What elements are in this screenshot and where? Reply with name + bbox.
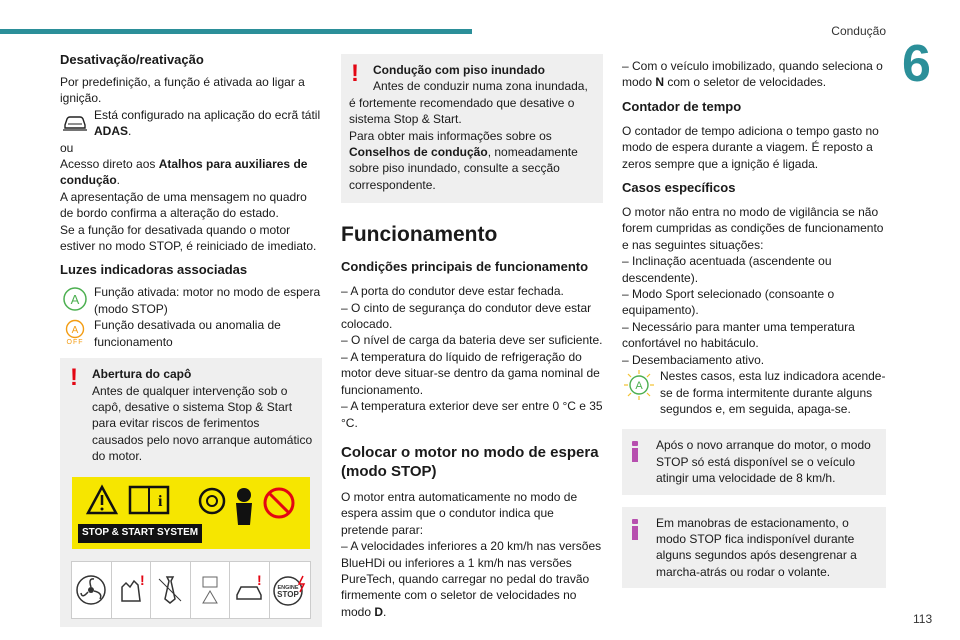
info-icon (632, 519, 638, 541)
light-off-text: Função desativada ou anomalia de funcionamento (94, 318, 281, 349)
or-text: ou (60, 140, 74, 155)
heading-indicator-lights: Luzes indicadoras associadas (60, 262, 248, 278)
page-number: 113 (913, 612, 933, 626)
svg-text:!: ! (139, 572, 145, 588)
flood-warning-title: Condução com piso inundado (373, 63, 545, 77)
heading-main-conditions: Condições principais de funcionamento (341, 259, 589, 275)
sticker-label: STOP & START SYSTEM (78, 524, 202, 542)
column-1 (60, 52, 322, 627)
heading-timer: Contador de tempo (622, 98, 742, 114)
timer-text: O contador de tempo adiciona o tempo gasto no modo de espera durante a viagem. É reposto a zeros sempre que a ignição é ligada. (622, 123, 879, 171)
stop-intro-text: O motor entra automaticamente no modo de espera assim que o condutor indica que pretende parar: (341, 489, 578, 537)
condition-item: – A temperatura exterior deve ser entre 0 °C e 35 °C. (341, 399, 603, 430)
hood-warning (68, 366, 314, 464)
heading-deactivation: Desativação/reativação (60, 52, 204, 67)
manual-warning-icon (191, 562, 231, 618)
condition-item: – A temperatura do líquido de refrigeração do motor deve situar-se dentro da gama nominal de funcionamento. (341, 349, 600, 397)
heading-operation: Funcionamento (341, 223, 498, 247)
heading-special-cases: Casos específicos (622, 180, 736, 196)
svg-text:A: A (70, 292, 80, 308)
chapter-color-bar (0, 29, 472, 34)
stop-restart-text: Se a função for desativada quando o motor estiver no modo STOP, é reiniciado de imediato. (60, 222, 317, 254)
info-panel-parking (622, 507, 886, 589)
stop-item: – A velocidades inferiores a 20 km/h nas versões BlueHDi ou inferiores a 1 km/h nas versões PureTech, quando carregar no pedal do travão firmemente com o seletor de velocidades no modo D. (341, 539, 602, 619)
hood-warning-title: Abertura do capô (92, 367, 192, 382)
flood-warning (349, 62, 595, 193)
hood-warning-text: Antes de qualquer intervenção sob o capô, desative o sistema Stop & Start para evitar riscos de ferimentos causados pelo novo arranque automático do motor. (92, 383, 313, 464)
direct-access-text: Acesso direto aos Atalhos para auxiliares de condução. (60, 157, 308, 188)
info-parking-text: Em manobras de estacionamento, o modo STOP fica indisponível durante alguns segundos após desengrenar a marcha-atrás ou rodar o volante. (656, 515, 857, 579)
chapter-number: 6 (902, 35, 931, 93)
condition-item: – A porta do condutor deve estar fechada. (341, 284, 564, 299)
car-hazard-icon (230, 562, 270, 618)
flood-warning-text: Antes de conduzir numa zona inundada, é fortemente recomendado que desative o sistema Stop & Start. (349, 79, 588, 127)
flood-warning-panel (341, 54, 603, 203)
condition-item: – O cinto de segurança do condutor deve estar colocado. (341, 300, 592, 332)
warning-icon: ! (70, 364, 78, 392)
blink-row (622, 368, 886, 417)
engine-warning-strip (71, 561, 311, 619)
info-restart-text: Após o novo arranque do motor, o modo STOP só está disponível se o veículo atingir uma velocidade de 8 km/h. (656, 438, 871, 486)
svg-text:i: i (158, 492, 163, 510)
svg-text:A: A (635, 380, 643, 393)
case-item: – Desembaciamento ativo. (622, 352, 765, 367)
svg-text:A: A (71, 325, 79, 337)
svg-text:STOP: STOP (277, 589, 299, 599)
engine-stop-icon (270, 562, 310, 618)
tie-hazard-icon (151, 562, 191, 618)
message-text: A apresentação de uma mensagem no quadro de bordo confirma a alteração do estado. (60, 189, 307, 221)
auto-stop-on-icon (60, 284, 90, 314)
section-title: Condução (831, 24, 886, 38)
svg-text:!: ! (256, 572, 262, 588)
flood-advice-text: Para obter mais informações sobre os Conselhos de condução, nomeadamente sobre piso inundado, consulte a secção correspondente. (349, 128, 578, 192)
case-item: – Inclinação acentuada (ascendente ou descendente). (622, 254, 832, 285)
cases-intro-text: O motor não entra no modo de vigilância se não forem cumpridas as condições de funcionamento e nas seguintes situações: (622, 205, 884, 252)
hand-hazard-icon (112, 562, 152, 618)
car-driving-icon (60, 107, 90, 137)
light-off-row (60, 317, 322, 350)
condition-item: – O nível de carga da bateria deve ser suficiente. (341, 333, 603, 348)
ads-text: Está configurado na aplicação do ecrã tátil ADAS. (94, 107, 321, 139)
auto-stop-blinking-icon (622, 368, 656, 402)
ads-row (60, 107, 322, 140)
info-icon (632, 441, 638, 463)
fan-icon (72, 562, 112, 618)
svg-text:ENGINE: ENGINE (277, 584, 299, 591)
blink-text: Nestes casos, esta luz indicadora acende-se de forma intermitente durante alguns segundos e, em seguida, apaga-se. (660, 369, 886, 416)
neutral-item: – Com o veículo imobilizado, quando seleciona o modo N com o seletor de velocidades. (622, 59, 883, 90)
auto-stop-off-icon: A OFF (60, 317, 90, 349)
intro-text: Por predefinição, a função é ativada ao ligar a ignição. (60, 75, 305, 106)
light-on-text: Função ativada: motor no modo de espera (modo STOP) (94, 285, 321, 316)
heading-stop-mode: Colocar o motor no modo de espera (modo STOP) (341, 443, 599, 480)
column-3 (622, 58, 886, 588)
case-item: – Modo Sport selecionado (consoante o equipamento). (622, 287, 835, 318)
light-on-row (60, 284, 322, 317)
stop-start-sticker (72, 477, 310, 549)
column-2 (341, 52, 603, 620)
hood-warning-panel (60, 358, 322, 626)
case-item: – Necessário para manter uma temperatura confortável no habitáculo. (622, 319, 855, 351)
warning-icon: ! (351, 60, 359, 87)
info-panel-restart (622, 429, 886, 494)
